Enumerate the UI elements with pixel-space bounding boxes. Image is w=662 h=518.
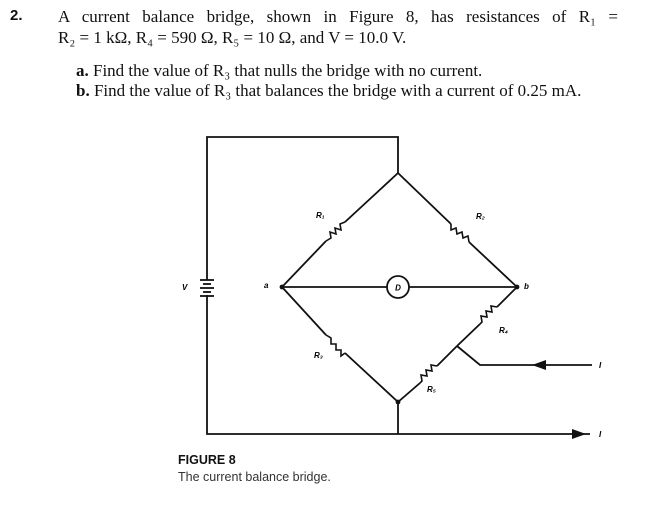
node-a (280, 285, 285, 290)
label-current-in: I (599, 361, 602, 370)
problem-line-2: R₂ = 1 kΩ, R₄ = 590 Ω, R₅ = 10 Ω, and V = 10.0 V. (58, 28, 407, 47)
label-b: b (524, 282, 529, 291)
wire-current-in (457, 346, 592, 365)
part-a-label: a. (76, 61, 89, 80)
resistor-r3 (326, 335, 345, 356)
label-v: V (182, 283, 188, 292)
problem-number: 2. (10, 7, 23, 24)
wire-left-bottom (207, 295, 398, 434)
resistor-r5 (420, 365, 437, 383)
label-current-out: I (599, 430, 602, 439)
resistor-r4 (480, 306, 497, 324)
label-r3: R₃ (314, 351, 323, 360)
part-b-text: Find the value of R₃ that balances the bridge with a current of 0.25 mA. (93, 81, 582, 100)
branch-r2 (398, 173, 517, 287)
problem-line-1: A current balance bridge, shown in Figure 8, has resistances of R₁ = (58, 7, 618, 26)
detector-label: D (395, 283, 401, 293)
arrow-current-in-icon (532, 360, 546, 370)
wire-top (207, 137, 398, 280)
part-a-text: Find the value of R₃ that nulls the bridge with no current. (93, 61, 483, 80)
branch-r3 (282, 287, 398, 402)
resistor-r2 (451, 224, 469, 242)
label-a: a (264, 281, 269, 290)
node-bottom (396, 400, 401, 405)
node-b (515, 285, 520, 290)
label-r5: R₅ (427, 385, 436, 394)
figure-caption: The current balance bridge. (178, 470, 331, 484)
label-r1: R₁ (316, 211, 325, 220)
battery-symbol (200, 280, 214, 296)
part-b-label: b. (76, 81, 90, 100)
label-r2: R₂ (476, 212, 485, 221)
figure-title: FIGURE 8 (178, 453, 236, 467)
resistor-r1 (326, 222, 345, 241)
label-r4: R₄ (499, 326, 508, 335)
arrow-current-out-icon (572, 429, 586, 439)
